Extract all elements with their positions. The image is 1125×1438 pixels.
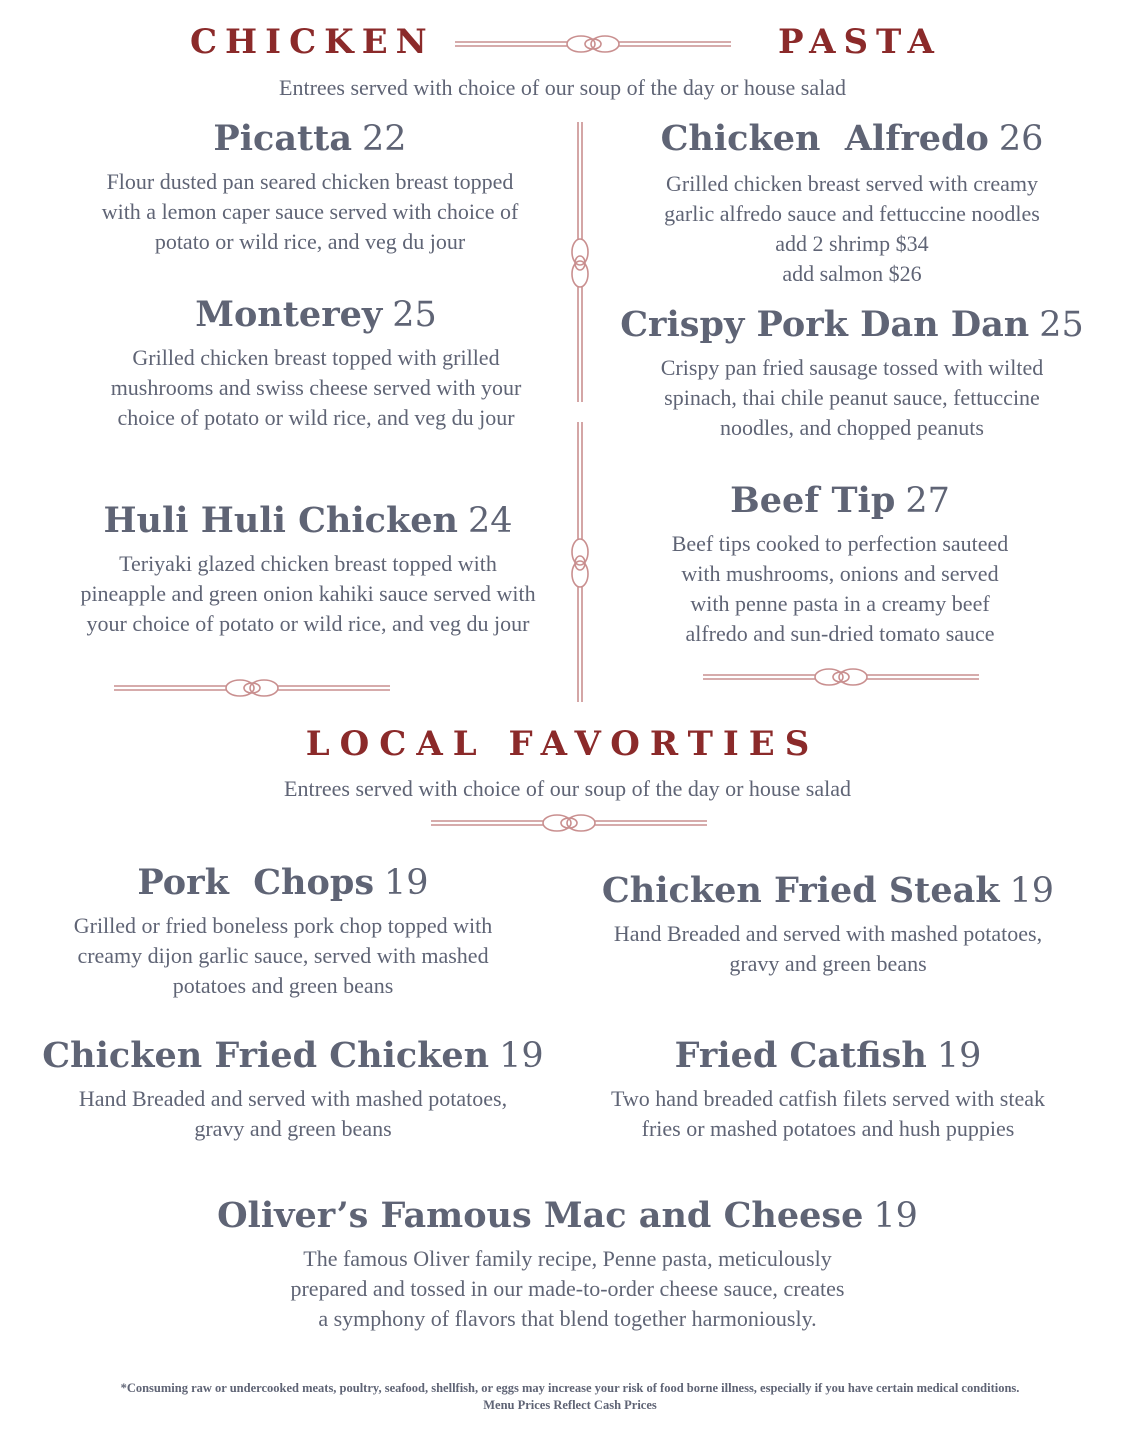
item-name: Oliver’s Famous Mac and Cheese [217, 1195, 864, 1236]
desc-line: Grilled or fried boneless pork chop topped with [73, 913, 493, 938]
desc-line: mushrooms and swiss cheese served with your [110, 375, 522, 400]
header-subtitle: Entrees served with choice of our soup of the day or house salad [279, 75, 846, 100]
item-price: 19 [936, 1036, 982, 1076]
desc-line: Grilled chicken breast served with creamy [665, 171, 1038, 196]
desc-line: a symphony of flavors that blend together harmoniously. [318, 1306, 817, 1331]
rope-divider-icon [455, 34, 731, 54]
item-price: 27 [905, 481, 950, 521]
menu-item-chicken-alfredo [600, 118, 1104, 289]
section-title-pasta: PASTA [778, 22, 942, 62]
item-description [40, 343, 592, 433]
desc-line: spinach, thai chile peanut sauce, fettuccine [664, 385, 1040, 410]
item-price: 19 [873, 1196, 918, 1236]
section-title-chicken: CHICKEN [190, 22, 435, 62]
menu-item-monterey [40, 294, 592, 433]
item-description [570, 919, 1086, 979]
desc-line: your choice of potato or wild rice, and veg du jour [86, 611, 530, 636]
desc-line: gravy and green beans [194, 1116, 392, 1141]
item-price: 19 [499, 1036, 544, 1076]
menu-item-chicken-fried-steak [570, 870, 1086, 979]
food-safety-disclaimer: *Consuming raw or undercooked meats, poultry, seafood, shellfish, or eggs may increase your risk of food borne illness, especially if you have certain medical conditions. [120, 1381, 1020, 1395]
item-description [570, 1084, 1086, 1144]
item-title [600, 480, 1080, 521]
item-title [600, 118, 1104, 159]
item-description [20, 911, 546, 1001]
item-name: Chicken Alfredo [660, 118, 989, 159]
desc-line: prepared and tossed in our made-to-order cheese sauce, creates [290, 1276, 845, 1301]
item-description [0, 1244, 1125, 1334]
desc-line: alfredo and sun-dried tomato sauce [685, 621, 995, 646]
item-title [40, 118, 580, 159]
item-title [570, 1035, 1086, 1076]
item-price: 19 [1009, 871, 1055, 911]
item-price: 25 [1039, 305, 1084, 345]
desc-line: noodles, and chopped peanuts [720, 415, 984, 440]
desc-line: pineapple and green onion kahiki sauce served with [80, 581, 536, 606]
cash-price-note: Menu Prices Reflect Cash Prices [483, 1398, 657, 1412]
item-price: 25 [392, 295, 437, 335]
desc-line: Teriyaki glazed chicken breast topped with [119, 551, 497, 576]
rope-divider-icon [431, 813, 707, 833]
desc-line: with penne pasta in a creamy beef [690, 591, 990, 616]
item-price: 19 [384, 863, 429, 903]
item-name: Monterey [195, 294, 383, 335]
item-description [20, 549, 596, 639]
item-title [600, 304, 1104, 345]
rope-divider-icon [703, 667, 979, 687]
menu-item-pork-chops [20, 862, 546, 1001]
section-title-local-favorites: LOCAL FAVORTIES [305, 724, 820, 764]
desc-line: potatoes and green beans [172, 973, 394, 998]
menu-item-crispy-pork-dan-dan [600, 304, 1104, 443]
item-name: Pork Chops [137, 862, 375, 903]
item-price: 26 [998, 119, 1044, 159]
menu-item-chicken-fried-chicken [20, 1035, 566, 1144]
item-name: Fried Catfish [674, 1035, 927, 1076]
desc-line: potato or wild rice, and veg du jour [154, 229, 466, 254]
local-subtitle: Entrees served with choice of our soup of the day or house salad [284, 776, 851, 801]
menu-item-olivers-mac-and-cheese [0, 1195, 1125, 1334]
item-title [20, 1035, 566, 1076]
desc-line: choice of potato or wild rice, and veg du jour [117, 405, 515, 430]
rope-divider-icon [114, 678, 390, 698]
desc-line: The famous Oliver family recipe, Penne pasta, meticulously [303, 1246, 832, 1271]
menu-item-picatta [40, 118, 580, 257]
desc-line: Grilled chicken breast topped with grilled [132, 345, 500, 370]
desc-line: gravy and green beans [729, 951, 927, 976]
item-name: Beef Tip [730, 480, 896, 521]
menu-item-beef-tip [600, 480, 1080, 649]
item-description [600, 169, 1104, 289]
desc-line: with a lemon caper sauce served with choice of [101, 199, 519, 224]
desc-line: with mushrooms, onions and served [681, 561, 999, 586]
item-description [20, 1084, 566, 1144]
desc-line: fries or mashed potatoes and hush puppies [641, 1116, 1015, 1141]
item-title [20, 862, 546, 903]
item-title [570, 870, 1086, 911]
item-name: Crispy Pork Dan Dan [620, 304, 1030, 345]
desc-line: Two hand breaded catfish filets served with steak [610, 1086, 1046, 1111]
desc-line: Hand Breaded and served with mashed potatoes, [613, 921, 1043, 946]
desc-line: Crispy pan fried sausage tossed with wilted [660, 355, 1044, 380]
item-name: Picatta [213, 118, 353, 159]
item-title [0, 1195, 1125, 1236]
desc-line: Flour dusted pan seared chicken breast topped [106, 169, 514, 194]
item-price: 24 [467, 501, 513, 541]
menu-item-fried-catfish [570, 1035, 1086, 1144]
item-price: 22 [362, 119, 407, 159]
desc-line: creamy dijon garlic sauce, served with mashed [77, 943, 489, 968]
item-description [40, 167, 580, 257]
footer [0, 1380, 1125, 1414]
desc-line: add salmon $26 [782, 261, 922, 286]
desc-line: garlic alfredo sauce and fettuccine noodles [664, 201, 1040, 226]
desc-line: Hand Breaded and served with mashed potatoes, [78, 1086, 508, 1111]
item-title [20, 500, 596, 541]
item-title [40, 294, 592, 335]
item-description [600, 353, 1104, 443]
desc-line: Beef tips cooked to perfection sauteed [671, 531, 1009, 556]
item-name: Huli Huli Chicken [103, 500, 458, 541]
item-description [600, 529, 1080, 649]
desc-line: add 2 shrimp $34 [775, 231, 929, 256]
menu-item-huli-huli-chicken [20, 500, 596, 639]
item-name: Chicken Fried Steak [601, 870, 1000, 911]
item-name: Chicken Fried Chicken [42, 1035, 490, 1076]
